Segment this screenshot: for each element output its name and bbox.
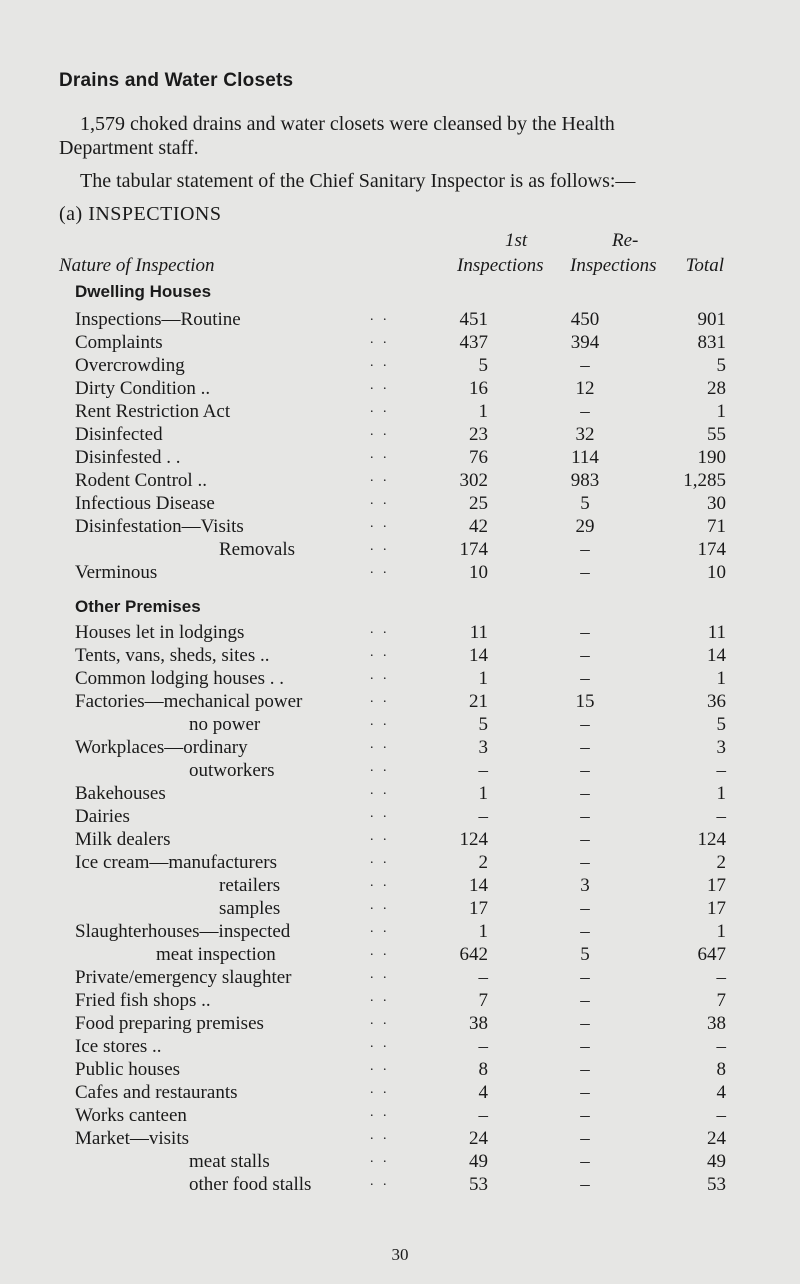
first-inspections-value: 14 xyxy=(469,645,488,666)
table-row xyxy=(0,1013,800,1036)
row-label: Rent Restriction Act xyxy=(75,401,231,422)
paragraph-drains-line1: 1,579 choked drains and water closets were cleansed by the Health xyxy=(80,113,615,135)
total-value: – xyxy=(716,967,726,988)
leader-dots: . . xyxy=(370,944,390,959)
re-inspections-value: – xyxy=(580,760,590,781)
total-value: 647 xyxy=(697,944,726,965)
re-inspections-value: – xyxy=(580,562,590,583)
table-row xyxy=(0,622,800,645)
leader-dots: . . xyxy=(370,875,390,890)
total-value: 124 xyxy=(697,829,726,850)
row-label: Rodent Control .. xyxy=(75,470,207,491)
leader-dots: . . xyxy=(370,447,390,462)
total-value: – xyxy=(716,1105,726,1126)
leader-dots: . . xyxy=(370,783,390,798)
total-value: 1 xyxy=(716,783,726,804)
first-inspections-value: 38 xyxy=(469,1013,488,1034)
total-value: 14 xyxy=(707,645,726,666)
leader-dots: . . xyxy=(370,668,390,683)
row-label: Dirty Condition .. xyxy=(75,378,211,399)
leader-dots: . . xyxy=(370,1128,390,1143)
first-inspections-value: – xyxy=(478,806,488,827)
leader-dots: . . xyxy=(370,990,390,1005)
total-value: 28 xyxy=(707,378,726,399)
re-inspections-value: – xyxy=(580,967,590,988)
page-number: 30 xyxy=(391,1245,409,1264)
row-label: Slaughterhouses—inspected xyxy=(75,921,291,942)
leader-dots: . . xyxy=(370,737,390,752)
row-label: Complaints xyxy=(75,332,163,353)
total-value: 24 xyxy=(707,1128,726,1149)
first-inspections-value: 8 xyxy=(478,1059,488,1080)
leader-dots: . . xyxy=(370,714,390,729)
row-label: Disinfected xyxy=(75,424,163,445)
first-inspections-value: 11 xyxy=(469,622,488,643)
total-value: 11 xyxy=(707,622,726,643)
leader-dots: . . xyxy=(370,309,390,324)
table-row xyxy=(0,378,800,401)
row-label: Common lodging houses . . xyxy=(75,668,285,689)
table-row xyxy=(0,309,800,332)
total-value: 7 xyxy=(716,990,726,1011)
table-row xyxy=(0,668,800,691)
table-row xyxy=(0,355,800,378)
paragraph-drains-line2: Department staff. xyxy=(59,137,199,159)
row-label: Infectious Disease xyxy=(75,493,215,514)
table-row xyxy=(0,990,800,1013)
leader-dots: . . xyxy=(370,424,390,439)
row-label: Inspections—Routine xyxy=(75,309,241,330)
re-inspections-value: – xyxy=(580,714,590,735)
total-value: 3 xyxy=(716,737,726,758)
row-label: Tents, vans, sheds, sites .. xyxy=(75,645,270,666)
re-inspections-value: 394 xyxy=(570,332,600,353)
leader-dots: . . xyxy=(370,1059,390,1074)
total-value: 831 xyxy=(697,332,726,353)
row-label: Milk dealers xyxy=(75,829,171,850)
row-label: retailers xyxy=(219,875,281,896)
total-value: 17 xyxy=(707,875,726,896)
leader-dots: . . xyxy=(370,493,390,508)
total-value: – xyxy=(716,760,726,781)
total-value: 1,285 xyxy=(683,470,726,491)
total-value: 1 xyxy=(716,668,726,689)
re-inspections-value: – xyxy=(580,921,590,942)
re-inspections-value: 15 xyxy=(575,691,595,712)
leader-dots: . . xyxy=(370,967,390,982)
row-label: Disinfested . . xyxy=(75,447,181,468)
re-inspections-value: – xyxy=(580,852,590,873)
leader-dots: . . xyxy=(370,516,390,531)
table-row xyxy=(0,424,800,447)
first-inspections-value: 76 xyxy=(469,447,488,468)
first-inspections-value: – xyxy=(478,760,488,781)
header-re-top: Re- xyxy=(612,230,639,251)
table-row xyxy=(0,737,800,760)
leader-dots: . . xyxy=(370,691,390,706)
row-label: Fried fish shops .. xyxy=(75,990,211,1011)
re-inspections-value: – xyxy=(580,898,590,919)
first-inspections-value: 24 xyxy=(469,1128,488,1149)
row-label: samples xyxy=(219,898,281,919)
re-inspections-value: – xyxy=(580,783,590,804)
row-label: Disinfestation—Visits xyxy=(75,516,244,537)
leader-dots: . . xyxy=(370,539,390,554)
leader-dots: . . xyxy=(370,852,390,867)
re-inspections-value: 450 xyxy=(570,309,600,330)
total-value: 4 xyxy=(716,1082,726,1103)
re-inspections-value: – xyxy=(580,539,590,560)
first-inspections-value: 1 xyxy=(478,921,488,942)
row-label: outworkers xyxy=(189,760,275,781)
first-inspections-value: – xyxy=(478,1105,488,1126)
row-label: Cafes and restaurants xyxy=(75,1082,238,1103)
re-inspections-value: 5 xyxy=(580,944,590,965)
table-row xyxy=(0,691,800,714)
leader-dots: . . xyxy=(370,1082,390,1097)
total-value: 17 xyxy=(707,898,726,919)
total-value: 190 xyxy=(697,447,726,468)
leader-dots: . . xyxy=(370,898,390,913)
row-label: meat inspection xyxy=(156,944,276,965)
table-row xyxy=(0,1151,800,1174)
row-label: Ice cream—manufacturers xyxy=(75,852,278,873)
re-inspections-value: 12 xyxy=(575,378,595,399)
leader-dots: . . xyxy=(370,760,390,775)
row-label: other food stalls xyxy=(189,1174,312,1195)
row-label: Private/emergency slaughter xyxy=(75,967,292,988)
table-row xyxy=(0,944,800,967)
first-inspections-value: 21 xyxy=(469,691,488,712)
re-inspections-value: – xyxy=(580,645,590,666)
first-inspections-value: 10 xyxy=(469,562,488,583)
table-row xyxy=(0,1105,800,1128)
re-inspections-value: – xyxy=(580,990,590,1011)
header-nature: Nature of Inspection xyxy=(59,255,215,276)
re-inspections-value: 3 xyxy=(580,875,590,896)
row-label: Public houses xyxy=(75,1059,181,1080)
row-label: no power xyxy=(189,714,261,735)
table-row xyxy=(0,875,800,898)
leader-dots: . . xyxy=(370,470,390,485)
section-heading: Drains and Water Closets xyxy=(59,70,294,91)
leader-dots: . . xyxy=(370,1151,390,1166)
total-value: – xyxy=(716,806,726,827)
re-inspections-value: – xyxy=(580,829,590,850)
first-inspections-value: 17 xyxy=(469,898,488,919)
table-row xyxy=(0,470,800,493)
table-row xyxy=(0,1128,800,1151)
total-value: 2 xyxy=(716,852,726,873)
re-inspections-value: – xyxy=(580,1105,590,1126)
header-re-bottom: Inspections xyxy=(570,255,657,276)
total-value: – xyxy=(716,1036,726,1057)
leader-dots: . . xyxy=(370,1036,390,1051)
first-inspections-value: 5 xyxy=(478,355,488,376)
re-inspections-value: – xyxy=(580,1013,590,1034)
total-value: 5 xyxy=(716,714,726,735)
re-inspections-value: – xyxy=(580,1151,590,1172)
table-row xyxy=(0,562,800,585)
subsection-title: (a) INSPECTIONS xyxy=(59,203,222,225)
re-inspections-value: 32 xyxy=(575,424,595,445)
re-inspections-value: – xyxy=(580,1128,590,1149)
leader-dots: . . xyxy=(370,562,390,577)
leader-dots: . . xyxy=(370,1013,390,1028)
total-value: 5 xyxy=(716,355,726,376)
table-row xyxy=(0,539,800,562)
leader-dots: . . xyxy=(370,1174,390,1189)
table-row xyxy=(0,714,800,737)
table-row xyxy=(0,1059,800,1082)
re-inspections-value: 983 xyxy=(570,470,600,491)
paragraph-intro: The tabular statement of the Chief Sanitary Inspector is as follows:— xyxy=(80,170,636,192)
leader-dots: . . xyxy=(370,1105,390,1120)
row-label: Verminous xyxy=(75,562,158,583)
total-value: 10 xyxy=(707,562,726,583)
first-inspections-value: 5 xyxy=(478,714,488,735)
first-inspections-value: 437 xyxy=(459,332,488,353)
row-label: Factories—mechanical power xyxy=(75,691,303,712)
re-inspections-value: – xyxy=(580,401,590,422)
first-inspections-value: 2 xyxy=(478,852,488,873)
total-value: 71 xyxy=(707,516,726,537)
row-label: Dairies xyxy=(75,806,130,827)
row-label: Food preparing premises xyxy=(75,1013,264,1034)
re-inspections-value: 29 xyxy=(575,516,595,537)
leader-dots: . . xyxy=(370,401,390,416)
first-inspections-value: 1 xyxy=(478,401,488,422)
total-value: 8 xyxy=(716,1059,726,1080)
leader-dots: . . xyxy=(370,355,390,370)
row-label: meat stalls xyxy=(189,1151,270,1172)
row-label: Overcrowding xyxy=(75,355,185,376)
first-inspections-value: 302 xyxy=(459,470,488,491)
first-inspections-value: 642 xyxy=(459,944,488,965)
table-row xyxy=(0,1174,800,1197)
re-inspections-value: – xyxy=(580,668,590,689)
leader-dots: . . xyxy=(370,622,390,637)
first-inspections-value: 14 xyxy=(469,875,488,896)
re-inspections-value: – xyxy=(580,1082,590,1103)
first-inspections-value: 53 xyxy=(469,1174,488,1195)
row-label: Workplaces—ordinary xyxy=(75,737,248,758)
row-label: Market—visits xyxy=(75,1128,189,1149)
total-value: 53 xyxy=(707,1174,726,1195)
total-value: 38 xyxy=(707,1013,726,1034)
first-inspections-value: 1 xyxy=(478,668,488,689)
re-inspections-value: – xyxy=(580,622,590,643)
first-inspections-value: 4 xyxy=(478,1082,488,1103)
first-inspections-value: 174 xyxy=(459,539,488,560)
total-value: 1 xyxy=(716,921,726,942)
total-value: 30 xyxy=(707,493,726,514)
table-row xyxy=(0,516,800,539)
re-inspections-value: – xyxy=(580,737,590,758)
leader-dots: . . xyxy=(370,332,390,347)
row-label: Ice stores .. xyxy=(75,1036,162,1057)
re-inspections-value: – xyxy=(580,806,590,827)
table-row xyxy=(0,806,800,829)
re-inspections-value: 5 xyxy=(580,493,590,514)
re-inspections-value: – xyxy=(580,1174,590,1195)
table-row xyxy=(0,898,800,921)
table-row xyxy=(0,829,800,852)
total-value: 49 xyxy=(707,1151,726,1172)
total-value: 901 xyxy=(697,309,726,330)
header-first-top: 1st xyxy=(505,230,528,251)
table-row xyxy=(0,332,800,355)
first-inspections-value: 7 xyxy=(478,990,488,1011)
row-label: Works canteen xyxy=(75,1105,187,1126)
table-row xyxy=(0,645,800,668)
first-inspections-value: 25 xyxy=(469,493,488,514)
first-inspections-value: 3 xyxy=(478,737,488,758)
leader-dots: . . xyxy=(370,921,390,936)
total-value: 1 xyxy=(716,401,726,422)
table-row xyxy=(0,852,800,875)
re-inspections-value: – xyxy=(580,355,590,376)
first-inspections-value: – xyxy=(478,1036,488,1057)
re-inspections-value: – xyxy=(580,1036,590,1057)
total-value: 36 xyxy=(707,691,726,712)
group-title-other: Other Premises xyxy=(75,597,201,616)
row-label: Removals xyxy=(219,539,295,560)
table-row xyxy=(0,401,800,424)
row-label: Houses let in lodgings xyxy=(75,622,245,643)
table-row xyxy=(0,783,800,806)
first-inspections-value: 124 xyxy=(459,829,488,850)
header-first-bottom: Inspections xyxy=(457,255,544,276)
table-row xyxy=(0,760,800,783)
total-value: 174 xyxy=(697,539,726,560)
leader-dots: . . xyxy=(370,829,390,844)
table-row xyxy=(0,1036,800,1059)
first-inspections-value: 23 xyxy=(469,424,488,445)
total-value: 55 xyxy=(707,424,726,445)
leader-dots: . . xyxy=(370,645,390,660)
header-total: Total xyxy=(685,255,724,276)
first-inspections-value: 49 xyxy=(469,1151,488,1172)
re-inspections-value: – xyxy=(580,1059,590,1080)
re-inspections-value: 114 xyxy=(571,447,599,468)
table-row xyxy=(0,967,800,990)
table-row xyxy=(0,447,800,470)
table-row xyxy=(0,1082,800,1105)
first-inspections-value: – xyxy=(478,967,488,988)
table-row xyxy=(0,493,800,516)
row-label: Bakehouses xyxy=(75,783,166,804)
table-row xyxy=(0,921,800,944)
leader-dots: . . xyxy=(370,378,390,393)
first-inspections-value: 16 xyxy=(469,378,488,399)
first-inspections-value: 1 xyxy=(478,783,488,804)
group-title-dwelling: Dwelling Houses xyxy=(75,282,212,301)
first-inspections-value: 451 xyxy=(459,309,488,330)
leader-dots: . . xyxy=(370,806,390,821)
first-inspections-value: 42 xyxy=(469,516,488,537)
